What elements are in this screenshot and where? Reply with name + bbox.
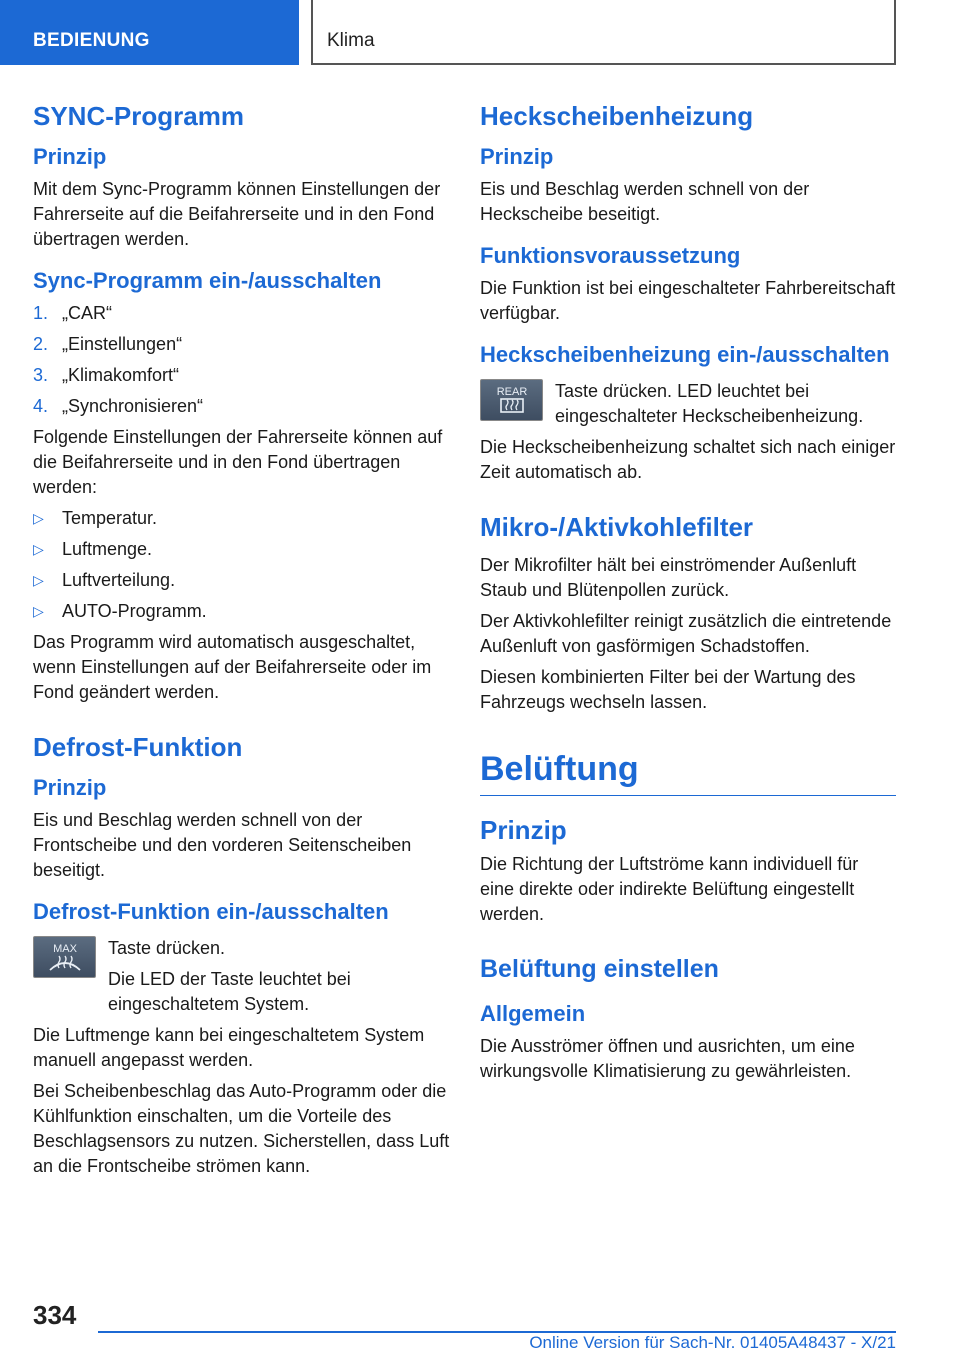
defrost-symbol-icon (40, 940, 90, 974)
list-item (33, 599, 451, 624)
page-number: 334 (33, 1300, 77, 1330)
bullet-text: Temperatur. (62, 508, 158, 528)
defrost-air-text: Die Luftmenge kann bei eingeschaltetem System manuell angepasst werden. (33, 1025, 425, 1070)
step-number: 2. (33, 334, 49, 354)
vent-general-text: Die Ausströmer öffnen und ausrichten, um eine wirkungsvolle Klimatisierung zu gewährleisten. (480, 1036, 855, 1081)
sync-steps-list (33, 301, 451, 419)
vent-prinzip-text: Die Richtung der Luftströme kann individuell für eine direkte oder indirekte Belüftung eingestellt werden. (480, 854, 859, 924)
step-number: 1. (33, 303, 49, 323)
sync-prinzip-title: Prinzip (33, 144, 107, 169)
right-column (480, 100, 896, 1084)
vent-general-title: Allgemein (480, 1001, 586, 1026)
defrost-key-row (33, 936, 451, 1017)
bullet-text: Luftverteilung. (62, 570, 176, 590)
sync-prinzip-text: Mit dem Sync-Programm können Einstellungen der Fahrerseite auf die Beifahrerseite und in den Fond übertragen werden. (33, 179, 441, 249)
list-item (33, 363, 451, 388)
step-number: 4. (33, 396, 49, 416)
step-text: „Einstellungen“ (62, 334, 183, 354)
rear-prinzip-text: Eis und Beschlag werden schnell von der Heckscheibe beseitigt. (480, 179, 810, 224)
rear-key-row (480, 379, 896, 429)
online-version-text: Online Version für Sach-Nr. 01405A48437 - X/21 (529, 1333, 896, 1352)
defrost-prinzip-text: Eis und Beschlag werden schnell von der Frontscheibe und den vorderen Seitenscheiben beseitigt. (33, 810, 412, 880)
list-item (33, 394, 451, 419)
rear-prinzip-title: Prinzip (480, 144, 554, 169)
rear-req-text: Die Funktion ist bei eingeschalteter Fahrbereitschaft verfügbar. (480, 278, 896, 323)
filter-text-1: Der Mikrofilter hält bei einströmender Außenluft Staub und Blütenpollen zurück. (480, 555, 857, 600)
sync-settings-list (33, 506, 451, 624)
left-column (33, 100, 451, 1179)
vent-set-title: Belüftung einstellen (480, 955, 719, 983)
step-text: „Synchronisieren“ (62, 396, 204, 416)
rear-press-text: Taste drücken. LED leuchtet bei eingeschalteter Heckscheibenheizung. (555, 381, 864, 426)
defrost-led-text: Die LED der Taste leuchtet bei eingeschaltetem System. (108, 969, 351, 1014)
defrost-toggle-title: Defrost-Funktion ein-/ausschalten (33, 899, 389, 924)
list-item (33, 332, 451, 357)
sync-title: SYNC-Programm (33, 101, 244, 131)
rear-toggle-title: Heckscheibenheizung ein-/ausschalten (480, 342, 890, 367)
list-item (33, 537, 451, 562)
list-item (33, 568, 451, 593)
max-key-label: MAX (52, 943, 77, 955)
triangle-bullet-icon: ▷ (33, 541, 44, 557)
filter-text-2: Der Aktivkohlefilter reinigt zusätzlich die eintretende Außenluft von gasförmigen Schadstoffen. (480, 611, 892, 656)
filter-text-3: Diesen kombinierten Filter bei der Wartung des Fahrzeugs wechseln lassen. (480, 667, 856, 712)
vent-title: Belüftung (480, 749, 896, 796)
rear-defrost-key-icon (480, 379, 543, 421)
triangle-bullet-icon: ▷ (33, 510, 44, 526)
step-number: 3. (33, 365, 49, 385)
defrost-prinzip-title: Prinzip (33, 775, 107, 800)
section-header: Klima (311, 0, 896, 65)
triangle-bullet-icon: ▷ (33, 603, 44, 619)
bullet-text: Luftmenge. (62, 539, 153, 559)
rear-key-label: REAR (496, 386, 527, 398)
rear-req-title: Funktionsvoraussetzung (480, 243, 741, 268)
sync-toggle-title: Sync-Programm ein-/ausschalten (33, 268, 382, 293)
defrost-fog-text: Bei Scheibenbeschlag das Auto-Programm oder die Kühlfunktion einschalten, um die Vorteile des Beschlagsensors zu nutzen. Sicherstellen, dass Luft an die Frontscheibe strömen kann. (33, 1081, 450, 1176)
chapter-tab: BEDIENUNG (0, 0, 299, 65)
sync-auto-off-text: Das Programm wird automatisch ausgeschaltet, wenn Einstellungen auf der Beifahrerseite oder im Fond geändert werden. (33, 632, 432, 702)
defrost-press-text: Taste drücken. (108, 938, 226, 958)
rear-title: Heckscheibenheizung (480, 101, 754, 131)
step-text: „CAR“ (62, 303, 112, 323)
filter-title: Mikro-/Aktivkohlefilter (480, 512, 754, 542)
step-text: „Klimakomfort“ (62, 365, 180, 385)
triangle-bullet-icon: ▷ (33, 572, 44, 588)
rear-auto-off-text: Die Heckscheibenheizung schaltet sich nach einiger Zeit automatisch ab. (480, 437, 896, 482)
list-item (33, 301, 451, 326)
max-defrost-key-icon (33, 936, 96, 978)
defrost-title: Defrost-Funktion (33, 732, 243, 762)
list-item (33, 506, 451, 531)
vent-prinzip-title: Prinzip (480, 815, 567, 845)
bullet-text: AUTO-Programm. (62, 601, 207, 621)
rear-defrost-symbol-icon (487, 383, 537, 417)
sync-after-text: Folgende Einstellungen der Fahrerseite können auf die Beifahrerseite und in den Fond übertragen werden: (33, 427, 443, 497)
